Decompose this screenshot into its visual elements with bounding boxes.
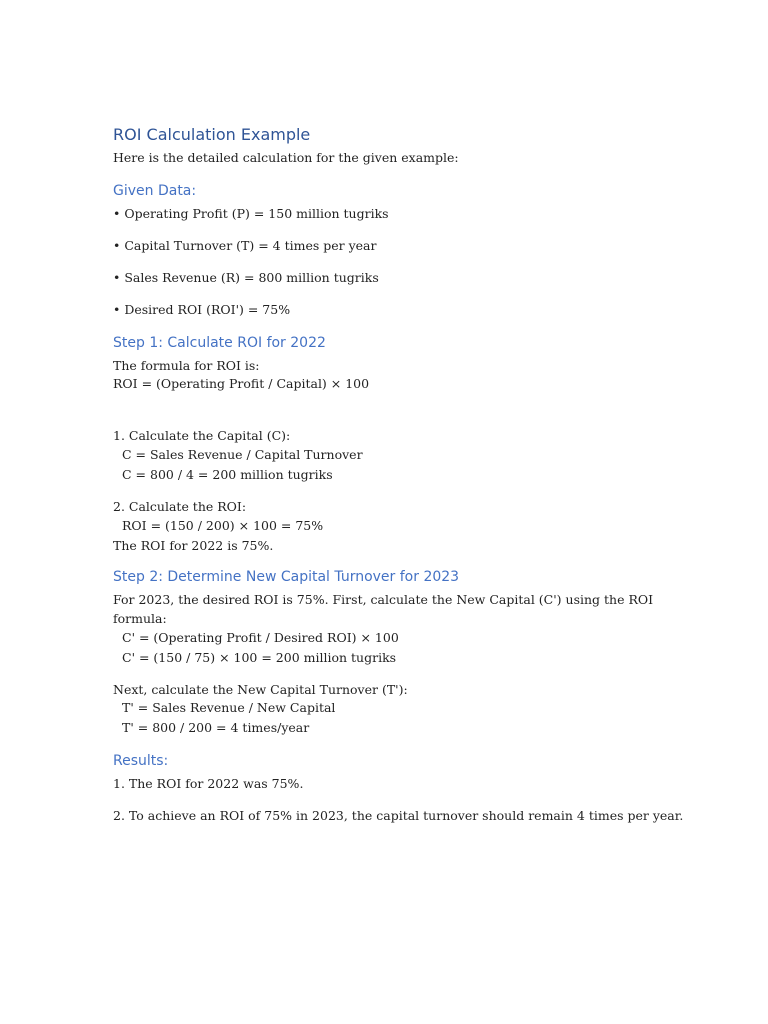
step1-capital-formula: C = Sales Revenue / Capital Turnover [122, 447, 363, 462]
step1-heading: Step 1: Calculate ROI for 2022 [113, 335, 326, 351]
step1-capital-label: 1. Calculate the Capital (C): [113, 428, 291, 443]
step1-roi-value: ROI = (150 / 200) × 100 = 75% [122, 518, 324, 533]
step2-turnover-value: T' = 800 / 200 = 4 times/year [122, 720, 310, 735]
step1-formula-intro: The formula for ROI is: [113, 358, 260, 373]
step1-formula: ROI = (Operating Profit / Capital) × 100 [113, 376, 370, 391]
results-heading: Results: [113, 753, 169, 769]
step1-conclusion: The ROI for 2022 is 75%. [113, 538, 274, 553]
step2-turnover-intro: Next, calculate the New Capital Turnover (T'): [113, 682, 408, 697]
step1-roi-label: 2. Calculate the ROI: [113, 499, 247, 514]
intro-text: Here is the detailed calculation for the given example: [113, 150, 459, 165]
document-title: ROI Calculation Example [113, 125, 311, 144]
results-item-roi-2022: 1. The ROI for 2022 was 75%. [113, 776, 304, 791]
step2-capital-formula: C' = (Operating Profit / Desired ROI) × 100 [122, 630, 399, 645]
given-item-capital-turnover: • Capital Turnover (T) = 4 times per year [113, 238, 377, 253]
step2-intro-line2: formula: [113, 611, 167, 626]
step2-heading: Step 2: Determine New Capital Turnover for 2023 [113, 569, 460, 585]
results-item-turnover-2023: 2. To achieve an ROI of 75% in 2023, the capital turnover should remain 4 times per year. [113, 808, 684, 823]
step2-capital-value: C' = (150 / 75) × 100 = 200 million tugriks [122, 650, 397, 665]
given-item-sales-revenue: • Sales Revenue (R) = 800 million tugriks [113, 270, 379, 285]
step1-capital-value: C = 800 / 4 = 200 million tugriks [122, 467, 333, 482]
step2-turnover-formula: T' = Sales Revenue / New Capital [122, 700, 336, 715]
step2-intro-line1: For 2023, the desired ROI is 75%. First, calculate the New Capital (C') using the ROI [113, 592, 654, 607]
given-data-heading: Given Data: [113, 183, 197, 199]
given-item-desired-roi: • Desired ROI (ROI') = 75% [113, 302, 291, 317]
given-item-operating-profit: • Operating Profit (P) = 150 million tugriks [113, 206, 389, 221]
